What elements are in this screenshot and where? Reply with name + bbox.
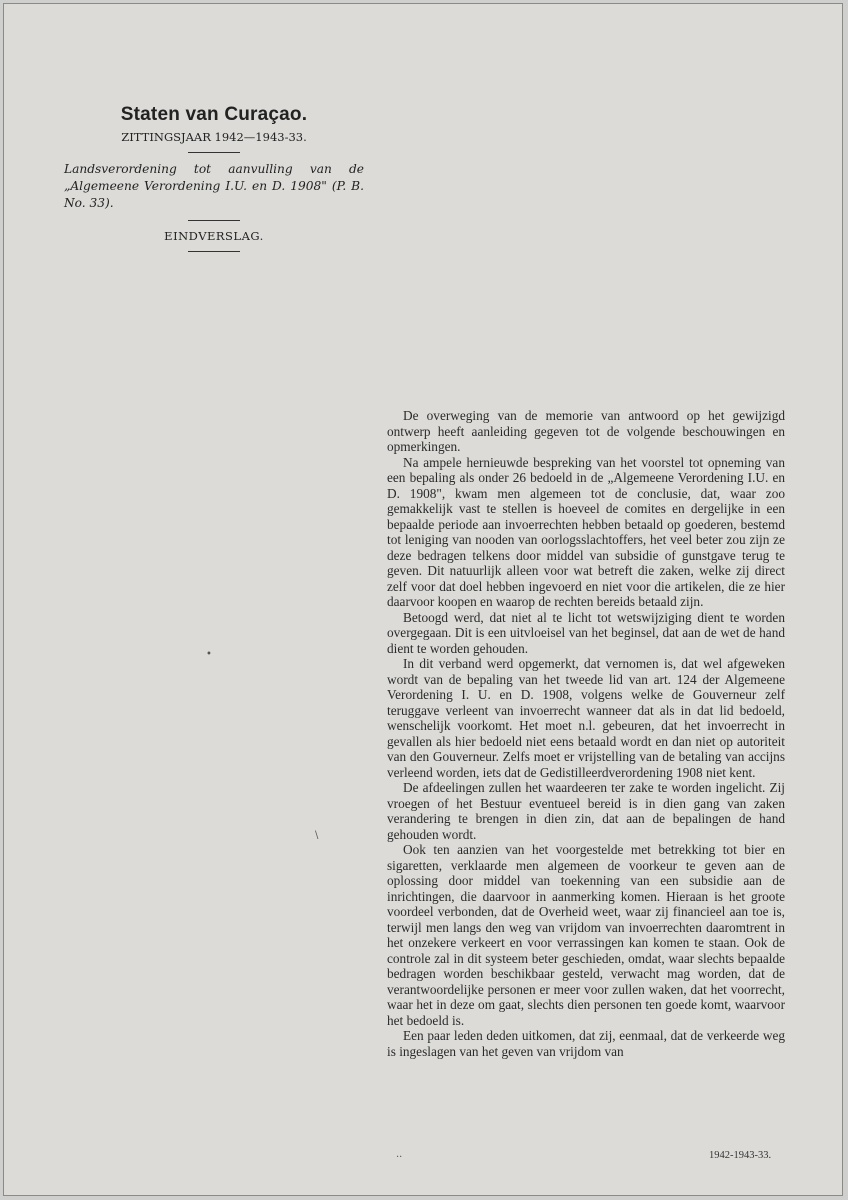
speck-mark: • xyxy=(206,649,212,660)
report-label: EINDVERSLAG. xyxy=(164,229,264,243)
ordinance-subject: Landsverordening tot aanvulling van de „Algemeene Verordening I.U. en D. 1908" (P. B. No. 33). xyxy=(64,162,364,210)
divider xyxy=(188,220,240,221)
speck-mark: ·· xyxy=(396,1152,403,1163)
report-body xyxy=(387,408,785,1059)
paragraph: Een paar leden deden uitkomen, dat zij, eenmaal, dat de verkeerde weg is ingeslagen van het geven van vrijdom van xyxy=(387,1028,785,1059)
paragraph: Ook ten aanzien van het voorgestelde met betrekking tot bier en sigaretten, verklaarde men algemeen de voorkeur te geven aan de oplossing door middel van toekenning van een subsidie aan de inrichtingen, die daarvoor in aanmerking komen. Hieraan is het groote voordeel verbonden, dat de Overheid weet, waar zij financieel aan toe is, terwijl men langs den weg van vrijdom van invoerrechten daaromtrent in het onzekere verkeert en voor verrassingen kan komen te staan. Ook de controle zal in dit systeem beter geschieden, omdat, waar slechts bepaalde bedragen worden beschikbaar gesteld, verwacht mag worden, dat de verantwoordelijke personen er meer voor zullen waken, dat het voorrecht, waar het in deze om gaat, slechts dien personen ten goede komt, waarvoor het bedoeld is. xyxy=(387,842,785,1028)
paragraph: De afdeelingen zullen het waardeeren ter zake te worden ingelicht. Zij vroegen of het Bestuur eventueel bereid is in dien gang van zaken verandering te brengen in dien zin, dat aan de bepalingen de hand gehouden wordt. xyxy=(387,780,785,842)
divider xyxy=(188,152,240,153)
paragraph: De overweging van de memorie van antwoord op het gewijzigd ontwerp heeft aanleiding gegeven tot de volgende beschouwingen en opmerkingen. xyxy=(387,408,785,454)
paragraph: In dit verband werd opgemerkt, dat vernomen is, dat wel afgeweken wordt van de bepaling van het tweede lid van art. 124 der Algemeene Verordening I. U. en D. 1908, volgens welke de Gouverneur zelf teruggave verleent van invoerrecht wanneer dat als in dat lid bedoeld, wenschelijk voorkomt. Het moet n.l. gebeuren, dat het invoerrecht in gevallen als hier bedoeld niet eens betaald wordt en dan niet op autoriteit van den Gouverneur. Zelfs moet er vrijstelling van de betaling van accijns verleend worden, iets dat de Gedistilleerdverordening 1908 niet kent. xyxy=(387,656,785,780)
session-year: ZITTINGSJAAR 1942—1943-33. xyxy=(121,130,307,144)
document-header xyxy=(64,104,364,260)
document-page xyxy=(3,3,843,1196)
paragraph: Na ampele hernieuwde bespreking van het voorstel tot opneming van een bepaling als onder 26 bedoeld in de „Algemeene Verordening I.U. en D. 1908", kwam men algemeen tot de conclusie, dat, waar zoo gemakkelijk vast te stellen is hoeveel de comites en dergelijke in een bepaalde periode aan invoerrechten hebben betaald op goederen, bestemd tot leniging van nooden van oorlogsslachtoffers, het veel beter zou zijn ze deze bedragen telkens door middel van subsidie of gunstgave terug te geven. Dit natuurlijk alleen voor wat betreft die zaken, welke zij direct zelf voor dat doel hebben ingevoerd en niet voor die artikelen, die ze hier daarvoor koopen en waarop de rechten bereids betaald zijn. xyxy=(387,454,785,609)
speck-mark: \ xyxy=(315,830,319,841)
document-title: Staten van Curaçao. xyxy=(120,104,308,125)
paragraph: Betoogd werd, dat niet al te licht tot wetswijziging dient te worden overgegaan. Dit is een uitvloeisel van het beginsel, dat aan de wet de hand dient te worden gehouden. xyxy=(387,609,785,656)
page-number: 1942-1943-33. xyxy=(709,1150,772,1161)
divider xyxy=(188,251,240,252)
